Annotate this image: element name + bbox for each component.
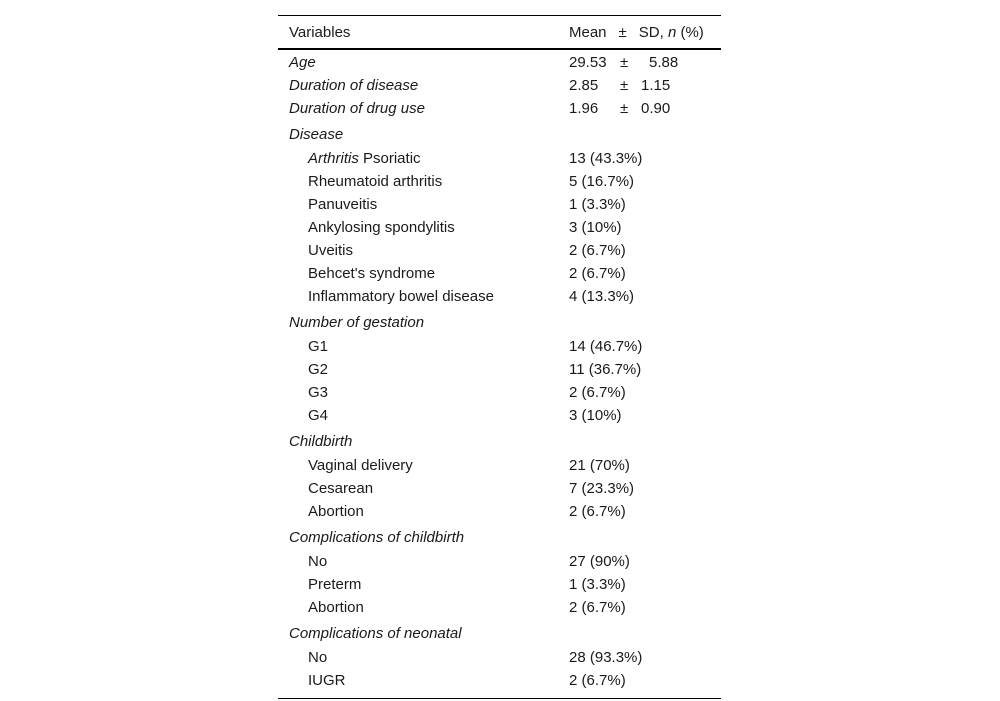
- row-value: 27 (90%): [569, 553, 630, 570]
- age-mean: 29.53: [569, 54, 607, 71]
- header-mean: Mean: [569, 23, 607, 41]
- row-label: Cesarean: [308, 480, 374, 497]
- row-label: Inflammatory bowel disease: [308, 288, 494, 305]
- row-value: 4 (13.3%): [569, 288, 635, 305]
- row-label: No: [308, 553, 328, 570]
- group-title-gestation: Number of gestation: [289, 314, 425, 331]
- row-label: Panuveitis: [308, 196, 378, 213]
- row-label: Behcet's syndrome: [308, 265, 436, 282]
- row-value: 2 (6.7%): [569, 384, 626, 401]
- duration-drug-pm: ±: [620, 100, 629, 117]
- table-row: [278, 550, 721, 573]
- row-value: 2 (6.7%): [569, 265, 626, 282]
- group-header-row: [278, 619, 721, 646]
- demographics-table: [278, 15, 721, 699]
- table-row: [278, 404, 721, 427]
- table-row: [278, 381, 721, 404]
- table-row: [278, 335, 721, 358]
- row-label: Abortion: [308, 599, 364, 616]
- row-value: 28 (93.3%): [569, 649, 643, 666]
- table-row: [278, 596, 721, 619]
- label-rest-psoriatic: Psoriatic: [358, 150, 421, 167]
- table-row: [278, 669, 721, 699]
- table-header-row: [278, 16, 721, 50]
- group-title-childbirth: Childbirth: [289, 433, 353, 450]
- row-label: Abortion: [308, 503, 364, 520]
- row-value: 14 (46.7%): [569, 338, 643, 355]
- group-title-disease: Disease: [289, 126, 344, 143]
- row-label-arthritis-psoriatic: [278, 147, 558, 170]
- row-value: 2 (6.7%): [569, 242, 626, 259]
- duration-disease-sd: 1.15: [641, 77, 671, 94]
- header-variables: Variables: [278, 16, 558, 50]
- row-label: G4: [308, 407, 329, 424]
- row-value: 3 (10%): [569, 219, 622, 236]
- row-label-duration-drug: Duration of drug use: [289, 100, 425, 117]
- table-row: [278, 97, 721, 120]
- row-label: G1: [308, 338, 329, 355]
- header-n: n: [667, 23, 677, 41]
- table-row: [278, 477, 721, 500]
- row-label: No: [308, 649, 328, 666]
- header-sd: SD,: [638, 23, 668, 41]
- age-pm: ±: [620, 54, 629, 71]
- row-value: 1 (3.3%): [569, 576, 626, 593]
- demographics-table-container: [278, 15, 721, 699]
- header-pct: (%): [676, 23, 704, 41]
- row-label: Ankylosing spondylitis: [308, 219, 455, 236]
- row-value: 1 (3.3%): [569, 196, 626, 213]
- row-label: G3: [308, 384, 329, 401]
- row-value: 5 (16.7%): [569, 173, 635, 190]
- group-header-row: [278, 427, 721, 454]
- table-row: [278, 239, 721, 262]
- duration-disease-pm: ±: [620, 77, 629, 94]
- duration-drug-sd: 0.90: [641, 100, 671, 117]
- table-row: [278, 193, 721, 216]
- row-label: Rheumatoid arthritis: [308, 173, 443, 190]
- duration-drug-mean: 1.96: [569, 100, 599, 117]
- group-header-row: [278, 523, 721, 550]
- header-pm: ±: [618, 23, 627, 41]
- table-row: [278, 170, 721, 193]
- table-row: [278, 500, 721, 523]
- group-header-row: [278, 120, 721, 147]
- row-label: IUGR: [308, 672, 346, 689]
- table-row: [278, 74, 721, 97]
- row-value: 7 (23.3%): [569, 480, 635, 497]
- row-value-age: [558, 49, 721, 74]
- row-label-duration-disease: Duration of disease: [289, 77, 419, 94]
- table-row: [278, 49, 721, 74]
- row-value: 2 (6.7%): [569, 672, 626, 689]
- group-title-complications-neonatal: Complications of neonatal: [289, 625, 462, 642]
- group-header-row: [278, 308, 721, 335]
- table-row: [278, 285, 721, 308]
- table-row: [278, 646, 721, 669]
- group-title-complications-childbirth: Complications of childbirth: [289, 529, 465, 546]
- row-value-duration-disease: [558, 74, 721, 97]
- table-row: [278, 147, 721, 170]
- label-italic-arthritis: Arthritis: [308, 150, 359, 167]
- row-value: 2 (6.7%): [569, 599, 626, 616]
- row-label: Uveitis: [308, 242, 354, 259]
- row-value: 2 (6.7%): [569, 503, 626, 520]
- header-mean-sd: [558, 16, 721, 50]
- table-row: [278, 358, 721, 381]
- age-sd: 5.88: [649, 54, 679, 71]
- row-value: 11 (36.7%): [569, 361, 642, 378]
- row-value: 13 (43.3%): [569, 150, 643, 167]
- row-label-age: Age: [289, 54, 316, 71]
- duration-disease-mean: 2.85: [569, 77, 599, 94]
- row-value: 21 (70%): [569, 457, 630, 474]
- row-value-duration-drug: [558, 97, 721, 120]
- row-label: Vaginal delivery: [308, 457, 413, 474]
- table-row: [278, 573, 721, 596]
- row-label: G2: [308, 361, 329, 378]
- table-row: [278, 216, 721, 239]
- table-row: [278, 262, 721, 285]
- row-label: Preterm: [308, 576, 362, 593]
- row-value: 3 (10%): [569, 407, 622, 424]
- table-row: [278, 454, 721, 477]
